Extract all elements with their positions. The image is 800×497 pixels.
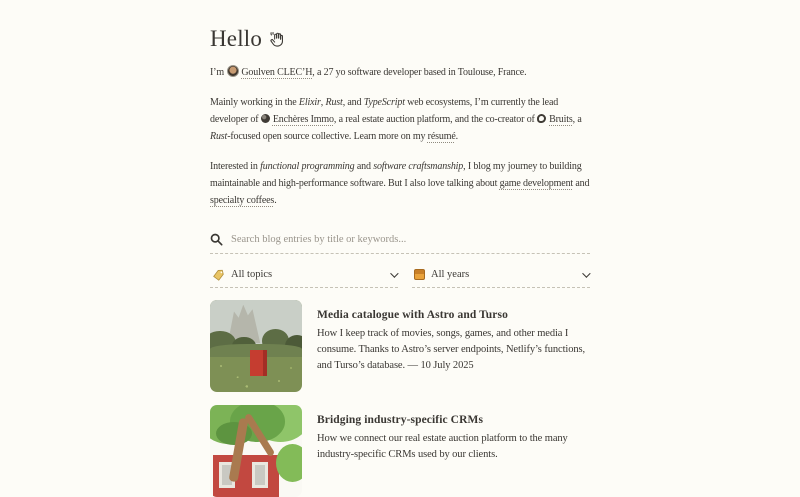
tech-elixir: Elixir <box>298 97 321 108</box>
intro-paragraph-2 <box>210 94 590 145</box>
topic-software-craftsmanship: software craftsmanship <box>373 161 464 172</box>
intro-paragraph-1 <box>210 64 590 81</box>
intro-text: , I blog my journey to building maintainable and high-performance software. But I also love talking about <box>210 161 582 189</box>
encheres-immo-favicon <box>261 114 270 123</box>
content-column <box>210 0 590 497</box>
topics-select-value: All topics <box>231 269 273 280</box>
entry-description <box>317 431 590 463</box>
topic-functional-programming: functional programming <box>260 161 355 172</box>
intro-text: , a 27 yo software developer based in Toulouse, France. <box>312 67 527 78</box>
entry-body <box>317 300 590 392</box>
intro-text: Mainly working in the <box>210 97 299 108</box>
search-bar <box>210 233 590 254</box>
blog-entry <box>210 405 590 497</box>
calendar-icon <box>414 269 425 280</box>
greeting-text: Hello <box>210 26 263 51</box>
intro-text: , a real estate auction platform, and the co-creator of <box>333 114 538 125</box>
entry-date: — 10 July 2025 <box>405 360 474 371</box>
intro-text: Interested in <box>210 161 261 172</box>
entry-body <box>317 405 590 497</box>
intro-text: I’m <box>210 67 227 78</box>
intro-text: . <box>455 131 459 142</box>
author-avatar <box>227 65 239 77</box>
search-icon <box>210 233 223 246</box>
years-select[interactable] <box>412 266 590 288</box>
entry-description-text: How I keep track of movies, songs, games, and other media I consume. Thanks to Astro’s server endpoints, Netlify’s functions, and Turso’s database. <box>317 328 586 371</box>
chevron-down-icon <box>582 269 590 277</box>
specialty-coffees-link[interactable]: specialty coffees <box>210 195 275 206</box>
tech-typescript: TypeScript <box>363 97 405 108</box>
page-title <box>210 26 590 52</box>
intro-text: , and <box>342 97 364 108</box>
intro-text: -focused open source collective. Learn more on my <box>227 131 428 142</box>
entry-description <box>317 326 590 374</box>
entry-title-link[interactable]: Bridging industry-specific CRMs <box>317 414 484 426</box>
resume-link[interactable]: résumé <box>427 131 456 142</box>
entry-description-text: How we connect our real estate auction platform to the many industry-specific CRMs used by our clients. <box>317 433 568 460</box>
years-select-value: All years <box>431 269 470 280</box>
blog-entry <box>210 300 590 392</box>
intro-text: and <box>354 161 374 172</box>
encheres-immo-link[interactable]: Enchères Immo <box>272 114 334 125</box>
chevron-down-icon <box>390 269 398 277</box>
intro-text: , <box>320 97 326 108</box>
waving-hand-icon <box>269 31 286 48</box>
intro-text: and <box>573 178 590 189</box>
intro-text: , a <box>572 114 582 125</box>
author-link[interactable]: Goulven CLEC’H <box>241 67 313 78</box>
bruits-link[interactable]: Bruits <box>549 114 573 125</box>
red-box-artwork <box>250 350 267 376</box>
tech-rust: Rust <box>325 97 343 108</box>
entry-title-link[interactable]: Media catalogue with Astro and Turso <box>317 309 508 321</box>
tag-icon <box>212 268 225 281</box>
topics-select[interactable] <box>210 266 398 288</box>
game-development-link[interactable]: game development <box>499 178 574 189</box>
tech-rust: Rust <box>210 131 228 142</box>
entry-thumbnail-park-painting[interactable] <box>210 300 302 392</box>
intro-text: web ecosystems, I’m currently the lead developer of <box>210 97 559 125</box>
intro-text: . <box>274 195 277 206</box>
intro-paragraph-3 <box>210 158 590 209</box>
bruits-favicon <box>537 114 546 123</box>
filter-row <box>210 266 590 288</box>
search-input[interactable] <box>231 234 590 245</box>
entry-thumbnail-watercolor-barn[interactable] <box>210 405 302 497</box>
